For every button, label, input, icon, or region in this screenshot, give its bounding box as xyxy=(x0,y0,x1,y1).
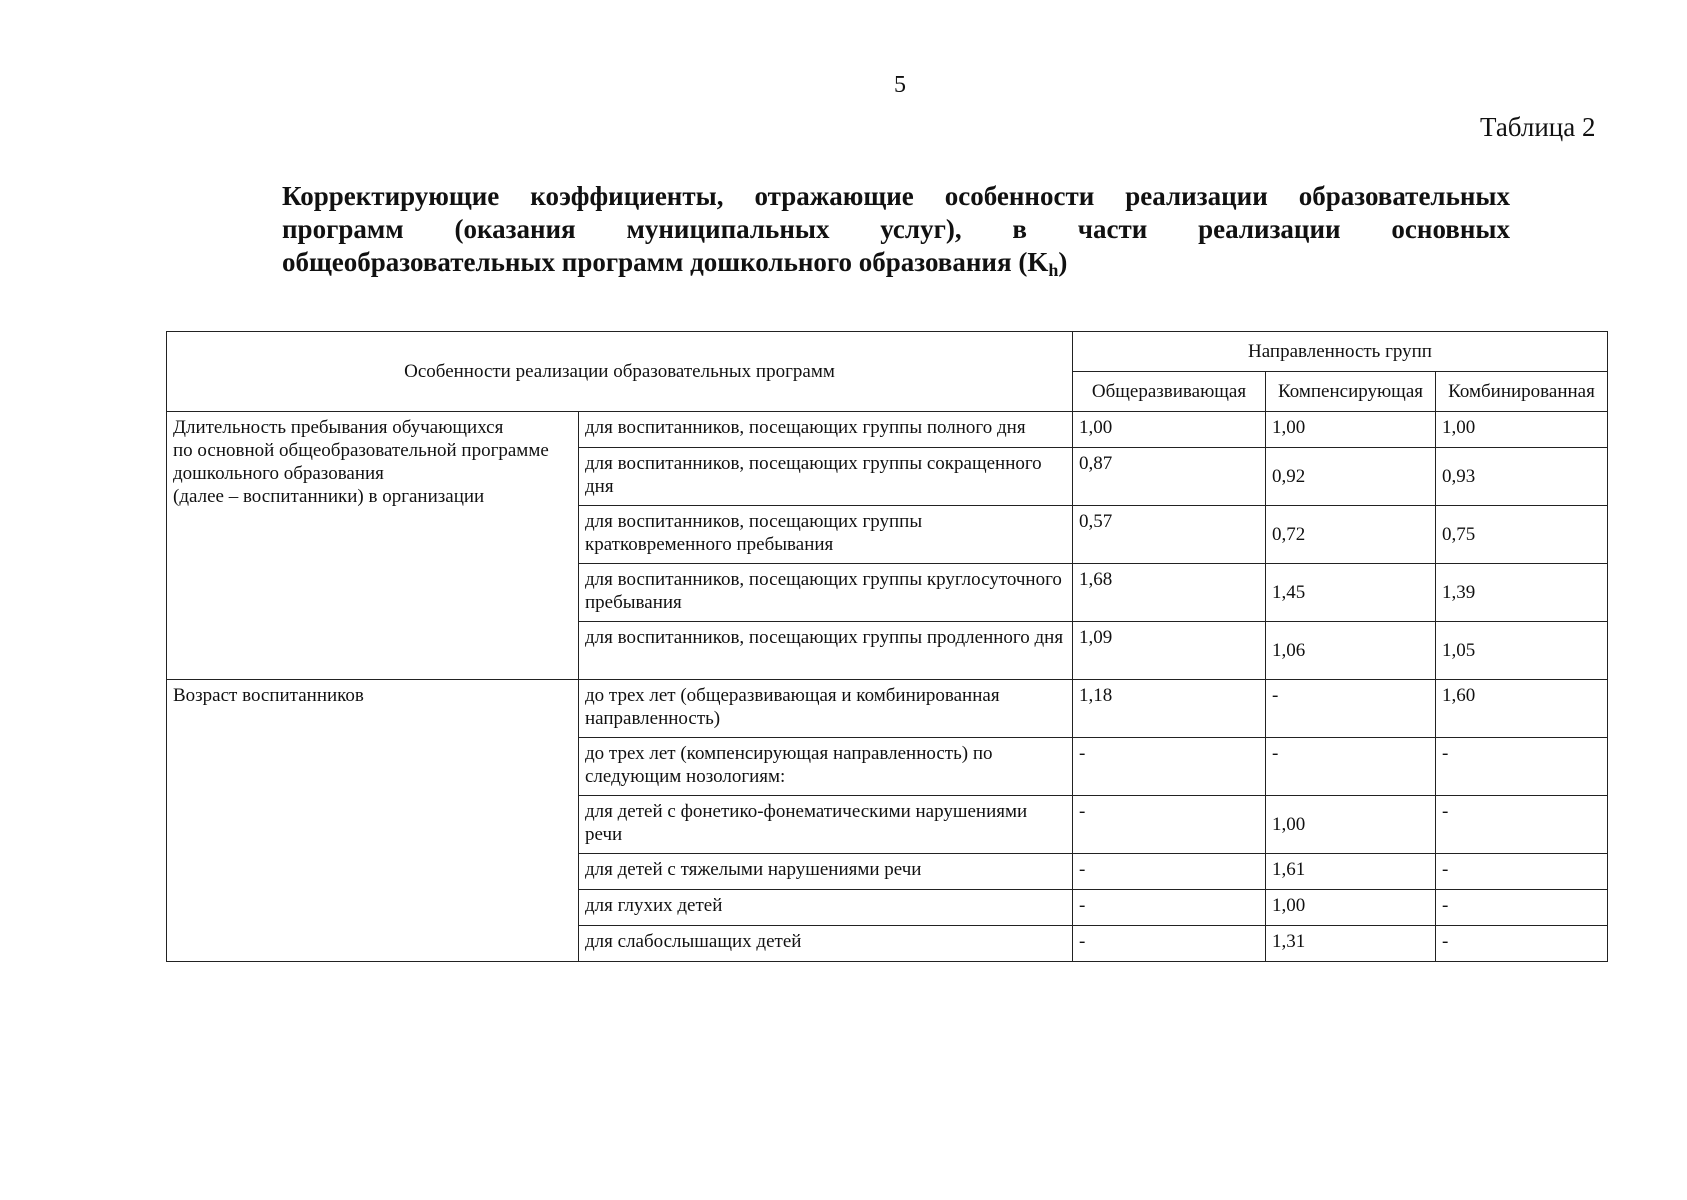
value-compensating: 0,92 xyxy=(1266,448,1436,506)
row-description: для воспитанников, посещающих группы кратковременного пребывания xyxy=(579,506,1073,564)
group-label-age: Возраст воспитанников xyxy=(167,680,579,962)
value-combined: 1,00 xyxy=(1436,412,1608,448)
title-line-3 xyxy=(282,246,1510,287)
title-line-1: Корректирующие коэффициенты, отражающие особенности реализации образовательных xyxy=(282,181,1510,211)
row-description: для воспитанников, посещающих группы сокращенного дня xyxy=(579,448,1073,506)
table-header-row-1 xyxy=(167,332,1608,372)
col-header-combined: Комбинированная xyxy=(1436,372,1608,412)
value-combined: 0,75 xyxy=(1436,506,1608,564)
value-combined: - xyxy=(1436,926,1608,962)
value-combined: - xyxy=(1436,890,1608,926)
value-combined: - xyxy=(1436,796,1608,854)
value-compensating: 1,61 xyxy=(1266,854,1436,890)
value-general: - xyxy=(1073,890,1266,926)
value-combined: - xyxy=(1436,854,1608,890)
row-description: для воспитанников, посещающих группы полного дня xyxy=(579,412,1073,448)
document-title xyxy=(282,180,1510,287)
row-description: для детей с фонетико-фонематическими нарушениями речи xyxy=(579,796,1073,854)
coefficients-table xyxy=(166,331,1608,962)
group-label-line: (далее – воспитанники) в организации xyxy=(173,486,485,507)
title-close: ) xyxy=(1058,247,1068,277)
value-compensating: 1,45 xyxy=(1266,564,1436,622)
value-compensating: 1,00 xyxy=(1266,796,1436,854)
value-compensating: 1,31 xyxy=(1266,926,1436,962)
value-combined: 1,05 xyxy=(1436,622,1608,680)
value-general: 0,87 xyxy=(1073,448,1266,506)
value-general: - xyxy=(1073,854,1266,890)
header-features: Особенности реализации образовательных программ xyxy=(167,332,1073,412)
title-subscript: h xyxy=(1048,260,1059,280)
group-label-line: дошкольного образования xyxy=(173,463,384,484)
row-description: до трех лет (компенсирующая направленность) по следующим нозологиям: xyxy=(579,738,1073,796)
value-combined: - xyxy=(1436,738,1608,796)
page-number: 5 xyxy=(894,72,906,98)
value-combined: 1,39 xyxy=(1436,564,1608,622)
table-label: Таблица 2 xyxy=(1480,112,1596,142)
header-direction: Направленность групп xyxy=(1073,332,1608,372)
row-description: до трех лет (общеразвивающая и комбинированная направленность) xyxy=(579,680,1073,738)
value-general: - xyxy=(1073,926,1266,962)
row-description: для детей с тяжелыми нарушениями речи xyxy=(579,854,1073,890)
value-general: - xyxy=(1073,738,1266,796)
col-header-general: Общеразвивающая xyxy=(1073,372,1266,412)
value-combined: 0,93 xyxy=(1436,448,1608,506)
row-description: для слабослышащих детей xyxy=(579,926,1073,962)
group-label-duration xyxy=(167,412,579,680)
table-row xyxy=(167,412,1608,448)
value-compensating: 1,06 xyxy=(1266,622,1436,680)
value-general: - xyxy=(1073,796,1266,854)
row-description: для глухих детей xyxy=(579,890,1073,926)
value-general: 0,57 xyxy=(1073,506,1266,564)
value-general: 1,18 xyxy=(1073,680,1266,738)
title-line-2: программ (оказания муниципальных услуг), в части реализации основных xyxy=(282,214,1510,244)
row-description: для воспитанников, посещающих группы круглосуточного пребывания xyxy=(579,564,1073,622)
value-general: 1,09 xyxy=(1073,622,1266,680)
value-general: 1,00 xyxy=(1073,412,1266,448)
value-compensating: 0,72 xyxy=(1266,506,1436,564)
title-line-3-text: общеобразовательных программ дошкольного образования (K xyxy=(282,247,1049,277)
col-header-compensating: Компенсирующая xyxy=(1266,372,1436,412)
value-general: 1,68 xyxy=(1073,564,1266,622)
value-combined: 1,60 xyxy=(1436,680,1608,738)
value-compensating: - xyxy=(1266,738,1436,796)
value-compensating: - xyxy=(1266,680,1436,738)
value-compensating: 1,00 xyxy=(1266,890,1436,926)
value-compensating: 1,00 xyxy=(1266,412,1436,448)
group-label-line: по основной общеобразовательной программе xyxy=(173,440,549,461)
row-description: для воспитанников, посещающих группы продленного дня xyxy=(579,622,1073,680)
group-label-line: Длительность пребывания обучающихся xyxy=(173,417,504,438)
table-row xyxy=(167,680,1608,738)
